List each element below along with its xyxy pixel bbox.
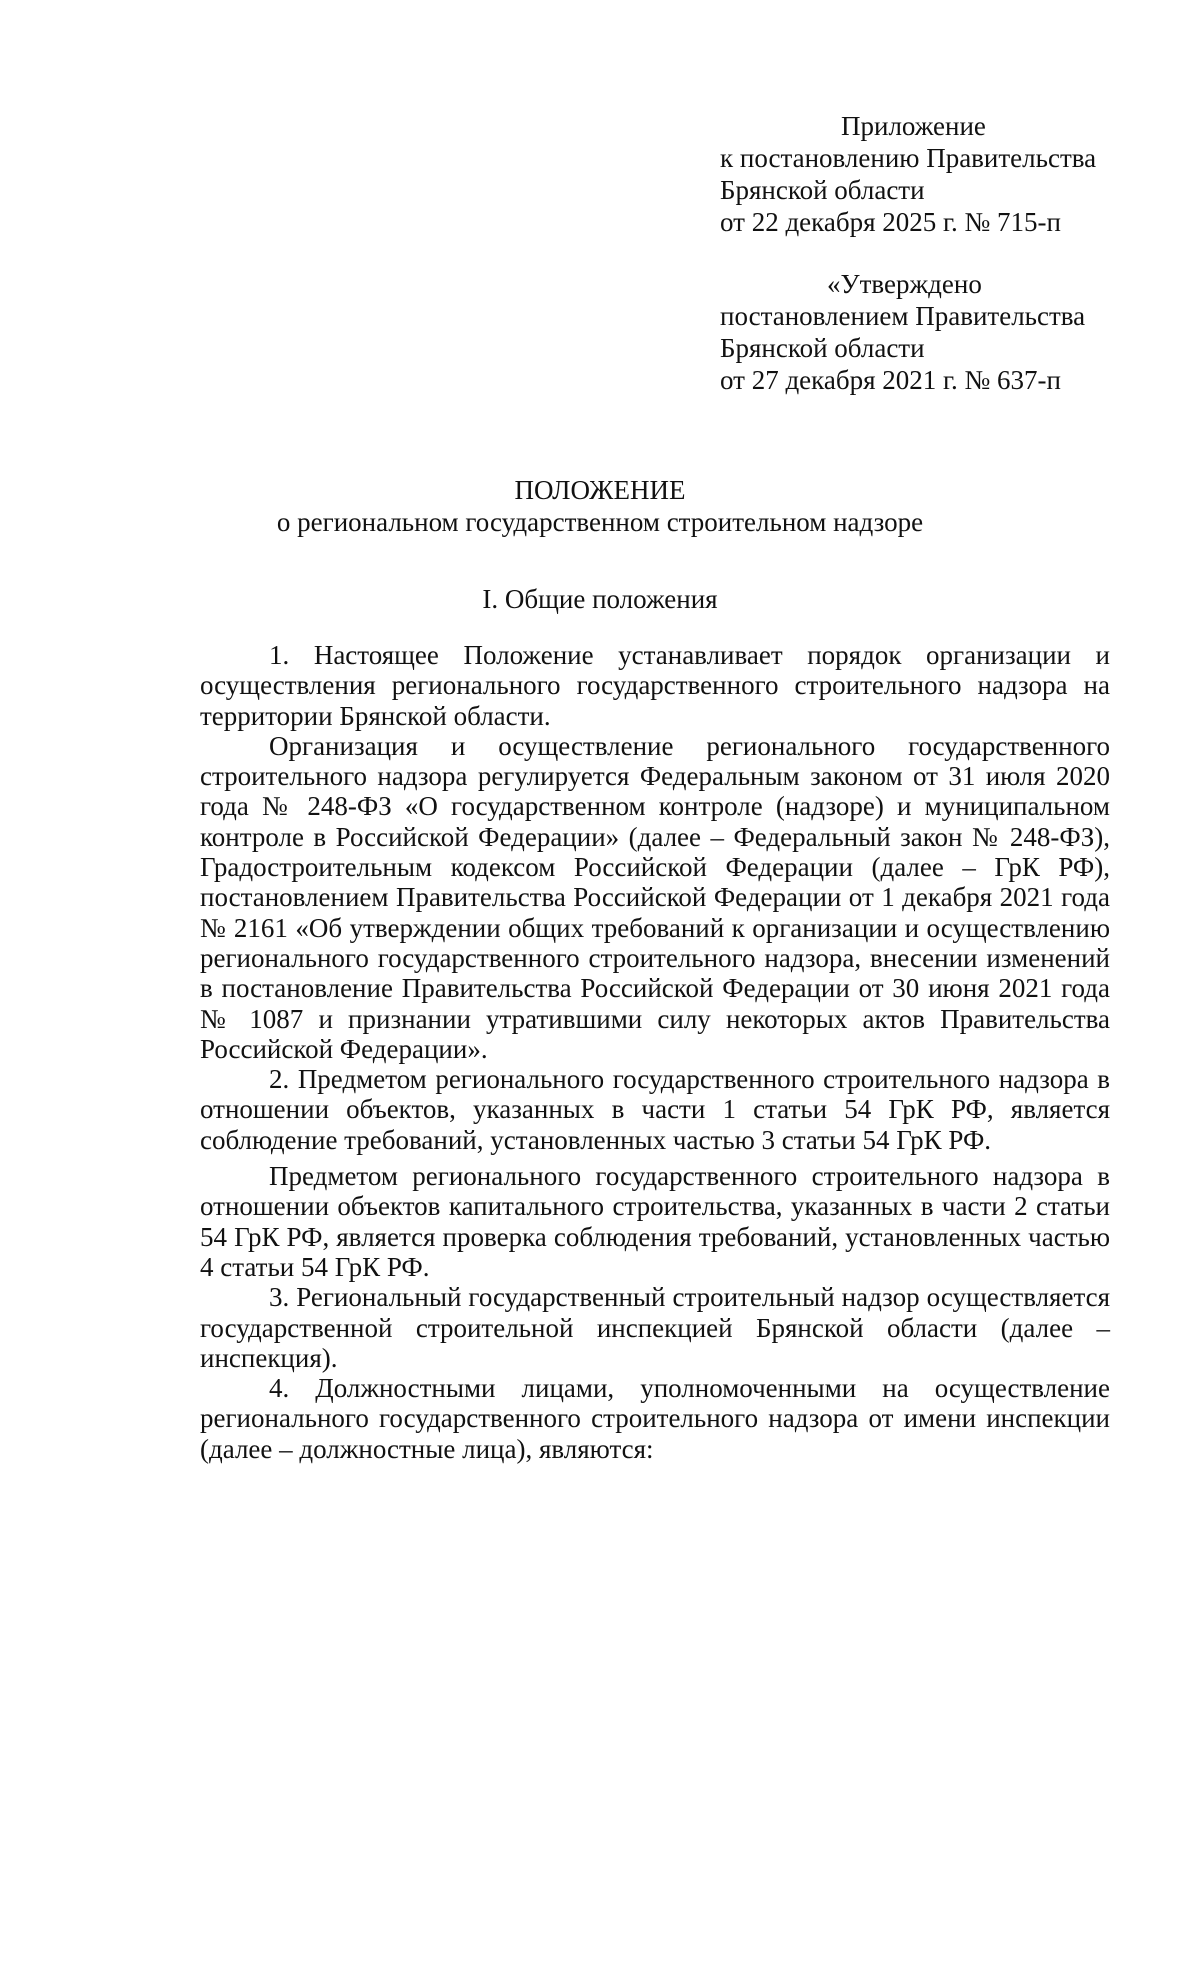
- paragraph-4: 4. Должностными лицами, уполномоченными на осуществление регионального государственного строительного надзора от имени инспекции (далее – должностные лица), являются:: [200, 1373, 1110, 1464]
- approval-block: [720, 268, 1160, 396]
- section-heading: I. Общие положения: [482, 584, 718, 614]
- paragraph-3: 3. Региональный государственный строительный надзор осуществляется государственной строительной инспекцией Брянской области (далее – инспекция).: [200, 1282, 1110, 1373]
- approval-resolution-ref: постановлением Правительства: [720, 301, 1086, 331]
- paragraph-1-regulation: Организация и осуществление регионального государственного строительного надзора регулируется Федеральным законом от 31 июля 2020 года № 248-ФЗ «О государственном контроле (надзоре) и муниципальном контроле в Российской Федерации» (далее – Федеральный закон № 248-ФЗ), Градостроительным кодексом Российской Федерации (далее – ГрК РФ), постановлением Правительства Российской Федерации от 1 декабря 2021 года № 2161 «Об утверждении общих требований к организации и осуществлению регионального государственного строительного надзора, внесении изменений в постановление Правительства Российской Федерации от 30 июня 2021 года № 1087 и признании утратившими силу некоторых актов Правительства Российской Федерации».: [200, 730, 1110, 1064]
- document-title: ПОЛОЖЕНИЕ: [514, 475, 686, 505]
- document-body: [200, 640, 1110, 1464]
- paragraph-2-capital-construction: Предметом регионального государственного строительного надзора в отношении объектов капитального строительства, указанных в части 2 статьи 54 ГрК РФ, является проверка соблюдения требований, установленных частью 4 статьи 54 ГрК РФ.: [200, 1161, 1110, 1282]
- approval-heading: «Утверждено: [827, 269, 982, 299]
- appendix-heading: Приложение: [841, 111, 986, 141]
- approval-region: Брянской области: [720, 333, 925, 363]
- appendix-resolution-ref: к постановлению Правительства: [720, 143, 1097, 173]
- appendix-region: Брянской области: [720, 175, 925, 205]
- appendix-block: [720, 110, 1160, 238]
- paragraph-1: 1. Настоящее Положение устанавливает порядок организации и осуществления регионального государственного строительного надзора на территории Брянской области.: [200, 640, 1110, 731]
- appendix-date-number: от 22 декабря 2025 г. № 715-п: [720, 207, 1061, 237]
- document-subtitle: о региональном государственном строительном надзоре: [276, 507, 924, 537]
- approval-date-number: от 27 декабря 2021 г. № 637-п: [720, 365, 1061, 395]
- paragraph-2: 2. Предметом регионального государственного строительного надзора в отношении объектов, указанных в части 1 статьи 54 ГрК РФ, является соблюдение требований, установленных частью 3 статьи 54 ГрК РФ.: [200, 1064, 1110, 1155]
